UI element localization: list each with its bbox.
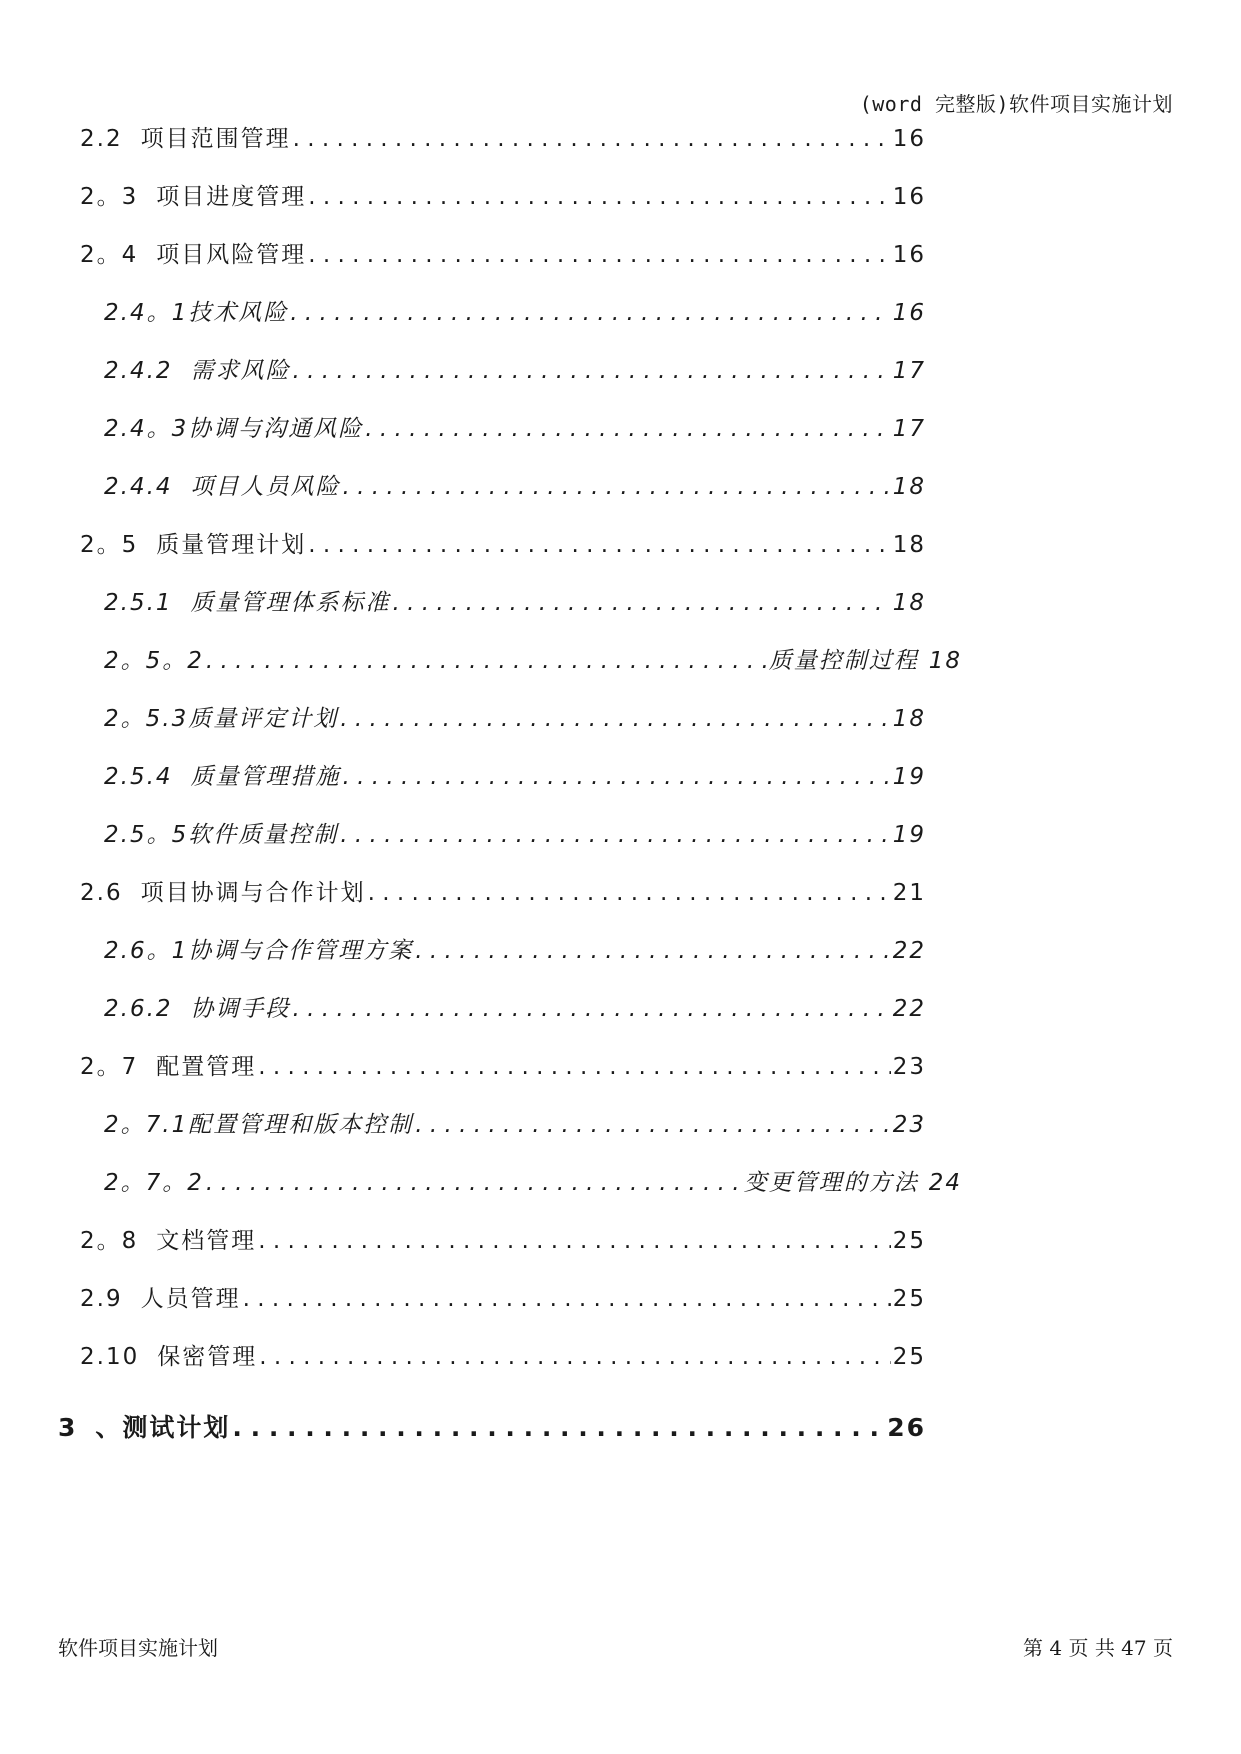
- toc-page: 16: [892, 126, 926, 152]
- toc-entry[interactable]: [104, 468, 926, 501]
- toc-leader: [308, 184, 890, 210]
- toc-page: 18: [892, 590, 926, 616]
- toc-page: 25: [892, 1286, 926, 1312]
- toc-entry[interactable]: [104, 410, 926, 443]
- toc-number: 2.10: [80, 1344, 140, 1370]
- toc-leader: [343, 474, 891, 500]
- toc-title: 协调手段: [190, 996, 291, 1022]
- toc-entry[interactable]: [80, 526, 926, 559]
- toc-title: 质量控制过程: [768, 648, 919, 674]
- toc-leader: [290, 300, 891, 326]
- toc-page: 16: [892, 242, 926, 268]
- toc-title: 、测试计划: [95, 1413, 231, 1442]
- toc-number: 2.6: [80, 880, 123, 906]
- toc-leader: [293, 126, 891, 152]
- toc-entry[interactable]: [104, 1164, 962, 1197]
- toc-entry[interactable]: [80, 1048, 926, 1081]
- toc-entry[interactable]: [80, 1338, 926, 1371]
- toc-number: 2.6.2: [104, 996, 173, 1022]
- toc-page: 18: [892, 474, 926, 500]
- toc-number: 2.5.1: [104, 590, 173, 616]
- toc-leader: [308, 242, 890, 268]
- toc-title: 质量评定计划: [188, 706, 339, 732]
- toc-entry[interactable]: [104, 700, 926, 733]
- toc-page: 17: [892, 416, 926, 442]
- toc-entry[interactable]: [80, 1222, 926, 1255]
- toc-entry[interactable]: [104, 990, 926, 1023]
- toc-number: 2.4。3: [104, 416, 189, 442]
- footer-document-title: 软件项目实施计划: [58, 1636, 218, 1660]
- toc-page: 21: [892, 880, 926, 906]
- toc-page: 22: [892, 996, 926, 1022]
- toc-title: 质量管理计划: [156, 532, 307, 558]
- toc-leader: [343, 764, 891, 790]
- toc-entry[interactable]: [104, 294, 926, 327]
- toc-title: 需求风险: [190, 358, 291, 384]
- toc-leader: [258, 1054, 890, 1080]
- toc-leader: [293, 996, 891, 1022]
- toc-page: 25: [892, 1228, 926, 1254]
- toc-number: 2.6。1: [104, 938, 189, 964]
- toc-title: 变更管理的方法: [743, 1170, 919, 1196]
- toc-title: 保密管理: [157, 1344, 258, 1370]
- toc-title: 项目人员风险: [190, 474, 341, 500]
- toc-number: 2。7.1: [104, 1112, 189, 1138]
- toc-leader: [340, 706, 891, 732]
- toc-entry[interactable]: [80, 1280, 926, 1313]
- toc-number: 2。8: [80, 1228, 139, 1254]
- toc-number: 2。3: [80, 184, 139, 210]
- toc-page: 24: [928, 1170, 962, 1196]
- toc-entry[interactable]: [104, 932, 926, 965]
- toc-page: 26: [887, 1413, 926, 1442]
- toc-title: 软件质量控制: [188, 822, 339, 848]
- running-header: (word 完整版)软件项目实施计划: [859, 92, 1173, 116]
- toc-leader: [232, 1413, 885, 1442]
- toc-title: 项目进度管理: [156, 184, 307, 210]
- toc-title: 项目风险管理: [156, 242, 307, 268]
- toc-page: 25: [892, 1344, 926, 1370]
- toc-entry-chapter[interactable]: [58, 1408, 926, 1444]
- toc-title: 协调与合作管理方案: [188, 938, 414, 964]
- toc-title: 质量管理体系标准: [190, 590, 391, 616]
- toc-page: 18: [892, 532, 926, 558]
- toc-page: 19: [892, 822, 926, 848]
- toc-title: 项目协调与合作计划: [140, 880, 366, 906]
- toc-number: 2。7: [80, 1054, 139, 1080]
- toc-number: 2.5。5: [104, 822, 189, 848]
- toc-page: 19: [892, 764, 926, 790]
- toc-leader: [206, 1170, 742, 1196]
- toc-number: 3: [58, 1413, 78, 1442]
- toc-leader: [415, 938, 891, 964]
- toc-entry[interactable]: [104, 584, 926, 617]
- toc-title: 人员管理: [140, 1286, 241, 1312]
- toc-title: 配置管理和版本控制: [188, 1112, 414, 1138]
- toc-title: 项目范围管理: [140, 126, 291, 152]
- toc-leader: [258, 1228, 890, 1254]
- toc-leader: [340, 822, 891, 848]
- toc-entry[interactable]: [104, 642, 962, 675]
- toc-title: 文档管理: [156, 1228, 257, 1254]
- toc-page: 18: [928, 648, 962, 674]
- toc-page: 23: [892, 1054, 926, 1080]
- toc-page: 16: [892, 184, 926, 210]
- toc-number: 2.2: [80, 126, 123, 152]
- toc-title: 协调与沟通风险: [188, 416, 364, 442]
- toc-number: 2。5。2: [104, 648, 204, 674]
- toc-page: 18: [892, 706, 926, 732]
- toc-number: 2.4。1: [104, 300, 189, 326]
- toc-number: 2.9: [80, 1286, 123, 1312]
- toc-entry[interactable]: [104, 1106, 926, 1139]
- toc-leader: [206, 648, 767, 674]
- toc-number: 2.4.2: [104, 358, 173, 384]
- toc-leader: [308, 532, 890, 558]
- toc-number: 2。4: [80, 242, 139, 268]
- toc-number: 2。5.3: [104, 706, 189, 732]
- toc-leader: [259, 1344, 891, 1370]
- toc-entry[interactable]: [80, 236, 926, 269]
- toc-page: 16: [892, 300, 926, 326]
- toc-number: 2。5: [80, 532, 139, 558]
- toc-leader: [293, 358, 891, 384]
- toc-leader: [415, 1112, 891, 1138]
- toc-number: 2.5.4: [104, 764, 173, 790]
- toc-entry[interactable]: [80, 120, 926, 153]
- footer-page-number: 第 4 页 共 47 页: [1023, 1636, 1173, 1660]
- toc-title: 技术风险: [188, 300, 289, 326]
- toc-entry[interactable]: [104, 816, 926, 849]
- toc-entry[interactable]: [80, 178, 926, 211]
- toc-leader: [365, 416, 891, 442]
- toc-entry[interactable]: [80, 874, 926, 907]
- toc-entry[interactable]: [104, 758, 926, 791]
- toc-page: 22: [892, 938, 926, 964]
- toc-page: 23: [892, 1112, 926, 1138]
- toc-number: 2.4.4: [104, 474, 173, 500]
- toc-entry[interactable]: [104, 352, 926, 385]
- toc-leader: [368, 880, 891, 906]
- toc-leader: [393, 590, 891, 616]
- toc-leader: [243, 1286, 891, 1312]
- toc-title: 质量管理措施: [190, 764, 341, 790]
- toc-page: 17: [892, 358, 926, 384]
- toc-number: 2。7。2: [104, 1170, 204, 1196]
- toc-title: 配置管理: [156, 1054, 257, 1080]
